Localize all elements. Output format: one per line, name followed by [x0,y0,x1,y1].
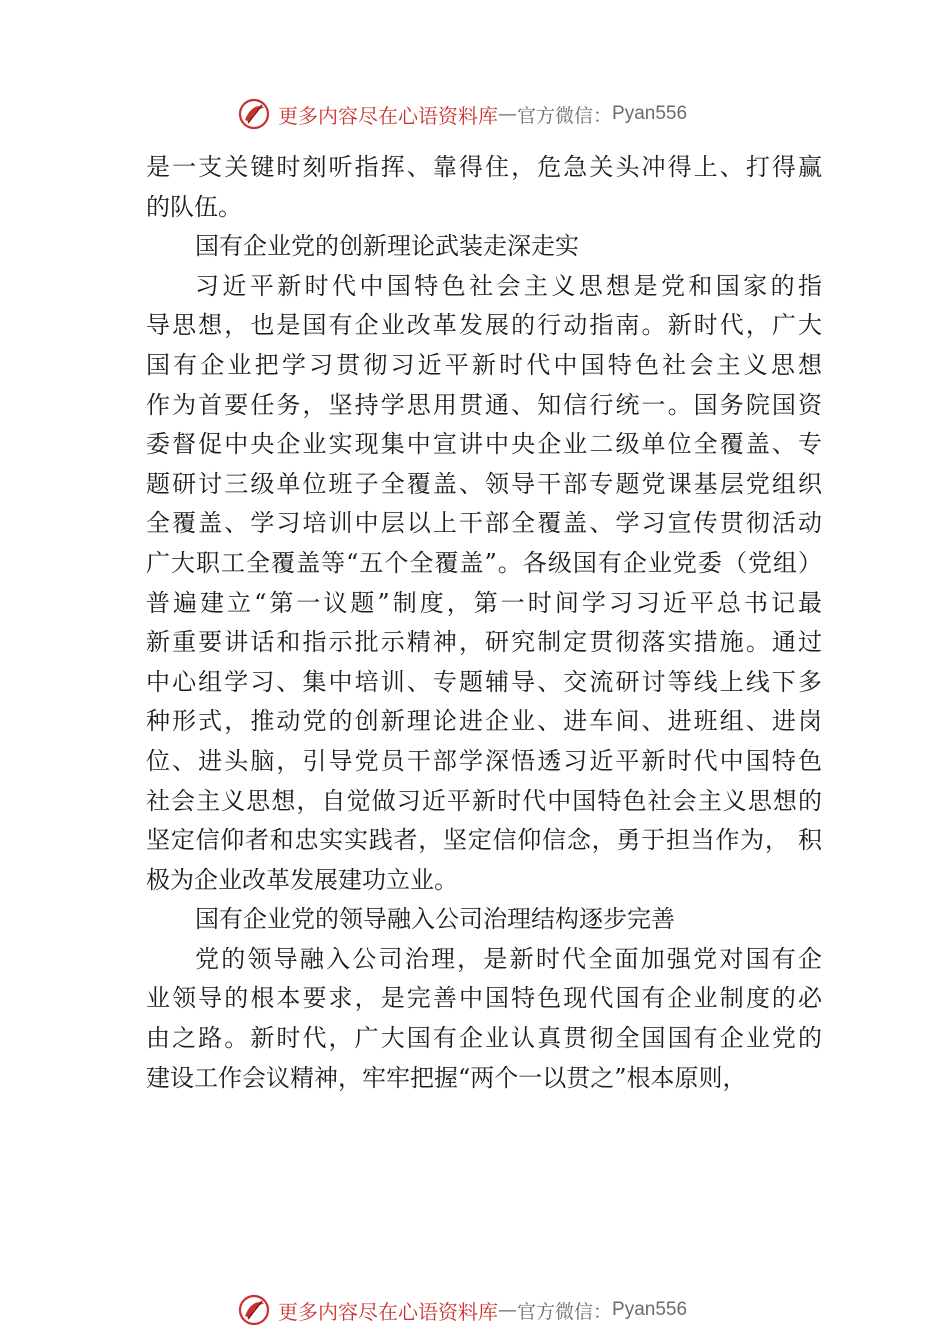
text-line: 中心组学习、集中培训、专题辅导、交流研讨等线上线下多 [146,667,822,696]
text-line: 广大职工全覆盖等“五个全覆盖”。各级国有企业党委（党组） [146,548,822,577]
banner-wechat-id: Pyan556 [612,1299,688,1320]
text-line: 导思想，也是国有企业改革发展的行动指南。新时代，广大 [146,311,822,340]
banner-wechat-label: 官方微信： [517,1300,613,1323]
text-line: 作为首要任务，坚持学思用贯通、知信行统一。国务院国资 [146,390,822,419]
banner-wechat-label: 官方微信： [517,104,613,127]
stylized-swirl-logo-icon [236,96,272,132]
banner-site-text: 更多内容尽在心语资料库 [278,103,498,128]
section-heading: 国有企业党的创新理论武装走深走实 [195,232,579,261]
header-banner [236,94,687,134]
text-line: 普遍建立“第一议题”制度，第一时间学习习近平总书记最 [146,588,822,617]
stylized-swirl-logo-icon [236,1292,272,1328]
text-line: 社会主义思想，自觉做习近平新时代中国特色社会主义思想的 [146,786,822,815]
text-line: 是一支关键时刻听指挥、靠得住，危急关头冲得上、打得赢 [146,153,822,181]
text-line: 党的领导融入公司治理，是新时代全面加强党对国有企 [195,944,822,973]
text-line: 委督促中央企业实现集中宣讲中央企业二级单位全覆盖、专 [146,430,822,459]
text-line: 坚定信仰者和忠实实践者，坚定信仰信念，勇于担当作为， 积 [146,826,822,855]
banner-site-text: 更多内容尽在心语资料库 [278,1299,498,1324]
text-line: 的队伍。 [146,192,242,221]
document-body [146,148,822,1098]
banner-wechat-id: Pyan556 [612,103,688,124]
text-line: 全覆盖、学习培训中层以上干部全覆盖、学习宣传贯彻活动 [146,509,822,538]
section-heading: 国有企业党的领导融入公司治理结构逐步完善 [195,905,675,934]
text-line: 国有企业把学习贯彻习近平新时代中国特色社会主义思想 [146,350,822,379]
text-line: 极为企业改革发展建功立业。 [146,865,458,894]
text-line: 由之路。新时代，广大国有企业认真贯彻全国国有企业党的 [146,1024,822,1053]
text-line: 种形式，推动党的创新理论进企业、进车间、进班组、进岗 [146,707,822,736]
text-line: 建设工作会议精神，牢牢把握“两个一以贯之”根本原则， [146,1063,747,1092]
text-line: 题研讨三级单位班子全覆盖、领导干部专题党课基层党组织 [146,469,822,498]
banner-dash: — [498,1299,517,1321]
footer-banner [236,1290,687,1330]
text-line: 位、进头脑，引导党员干部学深悟透习近平新时代中国特色 [146,746,822,775]
text-line: 习近平新时代中国特色社会主义思想是党和国家的指 [195,271,822,300]
banner-dash: — [498,103,517,125]
text-line: 新重要讲话和指示批示精神，研究制定贯彻落实措施。通过 [146,628,822,657]
text-line: 业领导的根本要求，是完善中国特色现代国有企业制度的必 [146,984,822,1013]
